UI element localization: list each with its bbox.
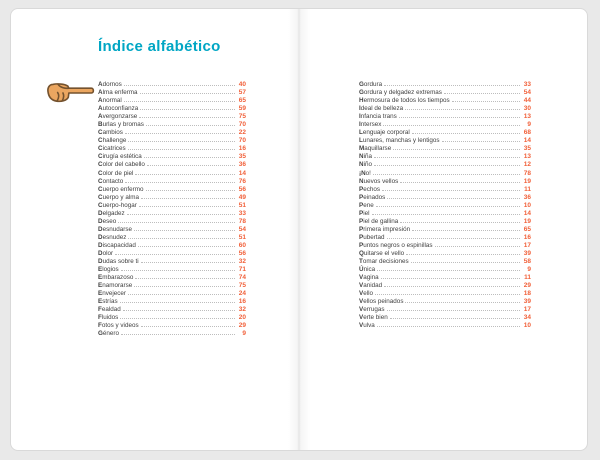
entry-label: Infancia trans [359,113,397,121]
entry-label: Niña [359,153,372,161]
pointing-hand-icon [44,78,98,108]
dotted-leader [442,141,520,142]
index-entry-row [98,178,246,186]
index-entry-row [98,250,246,258]
entry-page-number: 30 [523,105,531,113]
index-entry-row [359,210,531,218]
entry-label: Pene [359,201,374,209]
index-entry-row [359,121,531,129]
index-entry-row [98,226,246,234]
entry-page-number: 35 [523,145,531,153]
dotted-leader [411,262,520,263]
entry-label: Estrías [98,298,118,306]
entry-label: Fotos y videos [98,322,139,330]
index-entry-row [359,161,531,169]
entry-page-number: 14 [238,169,246,177]
entry-label: Lenguaje corporal [359,129,410,137]
index-right-column [359,81,531,330]
dotted-leader [141,262,235,263]
entry-label: Embarazoso [98,274,134,282]
entry-label: Peinados [359,193,386,201]
entry-page-number: 56 [238,185,246,193]
entry-page-number: 20 [238,314,246,322]
index-entry-row [359,314,531,322]
entry-page-number: 29 [238,322,246,330]
entry-label: Vagina [359,274,379,282]
index-entry-row [359,178,531,186]
entry-page-number: 70 [238,137,246,145]
index-entry-row [359,89,531,97]
index-entry-row [359,282,531,290]
entry-label: Gordura [359,81,383,88]
entry-page-number: 17 [523,241,531,249]
index-entry-row [359,226,531,234]
entry-page-number: 65 [523,225,531,233]
page-title: Índice alfabético [98,38,221,55]
dotted-leader [141,198,235,199]
entry-label: Deseo [98,217,117,225]
index-entry-row [359,105,531,113]
entry-page-number: 19 [523,177,531,185]
dotted-leader [387,310,520,311]
index-entry-row [359,81,531,89]
index-entry-row [98,145,246,153]
entry-page-number: 39 [523,298,531,306]
entry-page-number: 33 [238,209,246,217]
index-entry-row [98,266,246,274]
entry-page-number: 11 [524,274,531,282]
index-entry-row [98,274,246,282]
entry-page-number: 29 [523,282,531,290]
entry-page-number: 56 [238,249,246,257]
entry-page-number: 16 [238,298,246,306]
dotted-leader [393,149,520,150]
entry-page-number: 13 [523,153,531,161]
entry-page-number: 51 [238,201,246,209]
index-entry-row [359,113,531,121]
index-entry-row [359,186,531,194]
dotted-leader [120,302,235,303]
entry-label: Vellos peinados [359,298,404,306]
dotted-leader [135,174,235,175]
index-entry-row [98,234,246,242]
entry-label: Cirugía estética [98,153,142,161]
entry-label: Anormal [98,97,122,105]
entry-page-number: 65 [238,97,246,105]
index-entry-row [359,218,531,226]
dotted-leader [125,182,235,183]
dotted-leader [128,238,235,239]
dotted-leader [120,318,235,319]
entry-label: Maquillarse [359,145,392,153]
dotted-leader [139,206,235,207]
entry-page-number: 54 [238,225,246,233]
dotted-leader [140,93,235,94]
dotted-leader [138,246,235,247]
entry-page-number: 10 [523,322,531,330]
entry-label: Lunares, manchas y lentigos [359,137,440,145]
entry-label: Nuevos vellos [359,177,399,185]
index-entry-row [98,170,246,178]
entry-label: Gordura y delgadez extremas [359,89,442,97]
entry-page-number: 12 [523,161,531,169]
dotted-leader [372,214,520,215]
entry-label: Color de piel [98,169,134,177]
entry-label: Pubertad [359,233,385,241]
index-entry-row [359,258,531,266]
index-entry-row [98,81,246,89]
dotted-leader [144,157,235,158]
index-entry-row [98,137,246,145]
entry-label: Quitarse el vello [359,249,405,257]
index-entry-row [359,129,531,137]
entry-label: Avergonzarse [98,113,138,121]
index-entry-row [359,266,531,274]
index-entry-row [98,306,246,314]
entry-label: Primera impresión [359,225,411,233]
dotted-leader [121,334,235,335]
entry-label: Color del cabello [98,161,145,169]
entry-label: Vulva [359,322,375,330]
index-entry-row [98,89,246,97]
index-left-column [98,81,246,339]
dotted-leader [444,93,520,94]
entry-label: Puntos negros o espinillas [359,241,433,249]
entry-page-number: 34 [523,314,531,322]
dotted-leader [375,294,520,295]
index-entry-row [98,322,246,330]
dotted-leader [374,157,520,158]
dotted-leader [373,174,520,175]
index-entry-row [98,121,246,129]
entry-page-number: 24 [238,290,246,298]
dotted-leader [376,206,520,207]
index-entry-row [98,258,246,266]
entry-page-number: 17 [523,306,531,314]
entry-page-number: 40 [238,81,246,88]
entry-page-number: 60 [238,241,246,249]
dotted-leader [139,117,235,118]
dotted-leader [384,286,520,287]
index-entry-row [359,274,531,282]
dotted-leader [400,182,520,183]
entry-label: Discapacidad [98,241,136,249]
index-entry-row [359,194,531,202]
index-entry-row [98,105,246,113]
dotted-leader [406,254,520,255]
entry-page-number: 76 [238,177,246,185]
entry-label: Delgadez [98,209,125,217]
entry-label: Fluidos [98,314,119,322]
entry-label: Elogios [98,266,119,274]
entry-label: Dolor [98,249,114,257]
index-entry-row [359,322,531,330]
dotted-leader [140,109,235,110]
entry-page-number: 36 [523,193,531,201]
index-entry-row [98,298,246,306]
entry-page-number: 36 [238,161,246,169]
dotted-leader [387,198,520,199]
index-entry-row [359,202,531,210]
entry-page-number: 75 [238,113,246,121]
entry-label: Desnudarse [98,225,132,233]
dotted-leader [127,214,235,215]
dotted-leader [384,85,520,86]
index-entry-row [359,137,531,145]
entry-page-number: 22 [238,129,246,137]
entry-page-number: 54 [523,89,531,97]
entry-page-number: 14 [523,137,531,145]
entry-label: Tomar decisiones [359,258,409,266]
entry-label: Vello [359,290,374,298]
index-entry-row [98,282,246,290]
entry-page-number: 13 [523,113,531,121]
index-entry-row [98,202,246,210]
entry-page-number: 18 [523,290,531,298]
dotted-leader [124,85,235,86]
dotted-leader [135,278,235,279]
dotted-leader [146,125,235,126]
dotted-leader [128,294,235,295]
entry-page-number: 9 [527,121,531,129]
entry-page-number: 75 [238,282,246,290]
entry-page-number: 19 [523,217,531,225]
dotted-leader [405,302,520,303]
index-entry-row [359,170,531,178]
entry-page-number: 39 [523,249,531,257]
index-entry-row [98,218,246,226]
dotted-leader [123,310,235,311]
dotted-leader [128,149,235,150]
index-entry-row [98,330,246,338]
book-spread [10,8,588,451]
entry-label: Autoconfianza [98,105,139,113]
index-entry-row [359,242,531,250]
dotted-leader [118,222,235,223]
entry-page-number: 11 [524,185,531,193]
entry-label: Intersex [359,121,382,129]
entry-page-number: 35 [238,153,246,161]
entry-page-number: 51 [238,233,246,241]
entry-label: Piel de gallina [359,217,399,225]
entry-page-number: 32 [238,306,246,314]
dotted-leader [435,246,520,247]
entry-page-number: 71 [238,266,246,274]
dotted-leader [115,254,235,255]
entry-label: Verrugas [359,306,385,314]
index-entry-row [98,161,246,169]
dotted-leader [134,286,235,287]
dotted-leader [381,278,520,279]
entry-label: Ideal de belleza [359,105,404,113]
index-entry-row [98,314,246,322]
entry-page-number: 68 [523,129,531,137]
dotted-leader [134,230,235,231]
entry-label: Desnudez [98,233,127,241]
dotted-leader [377,270,520,271]
index-entry-row [359,250,531,258]
entry-page-number: 59 [238,105,246,113]
index-entry-row [359,145,531,153]
entry-page-number: 44 [523,97,531,105]
page-fold-gutter [288,9,310,450]
index-entry-row [98,186,246,194]
entry-page-number: 9 [242,330,246,338]
entry-label: Contacto [98,177,124,185]
entry-label: Adornos [98,81,122,88]
entry-label: Cicatrices [98,145,126,153]
dotted-leader [452,101,520,102]
dotted-leader [387,238,520,239]
entry-label: Piel [359,209,370,217]
dotted-leader [405,109,520,110]
entry-label: Burlas y bromas [98,121,144,129]
index-entry-row [359,97,531,105]
dotted-leader [121,270,235,271]
entry-label: Envejecer [98,290,127,298]
entry-label: Cuerpo-hogar [98,201,137,209]
index-entry-row [98,210,246,218]
dotted-leader [147,165,235,166]
entry-page-number: 10 [523,201,531,209]
dotted-leader [124,101,235,102]
entry-label: Género [98,330,120,338]
dotted-leader [412,230,520,231]
dotted-leader [128,141,235,142]
entry-page-number: 14 [523,209,531,217]
dotted-leader [141,326,235,327]
entry-label: Hermosura de todos los tiempos [359,97,450,105]
index-entry-row [98,129,246,137]
entry-label: Alma enferma [98,89,138,97]
dotted-leader [383,125,520,126]
dotted-leader [400,222,520,223]
entry-label: Enamorarse [98,282,133,290]
entry-label: Vanidad [359,282,383,290]
entry-page-number: 16 [238,145,246,153]
dotted-leader [377,326,520,327]
entry-page-number: 33 [523,81,531,88]
dotted-leader [412,133,520,134]
entry-page-number: 58 [523,258,531,266]
index-entry-row [359,290,531,298]
entry-page-number: 78 [238,217,246,225]
entry-label: Fealdad [98,306,121,314]
entry-label: Verte bien [359,314,388,322]
entry-label: Única [359,266,376,274]
dotted-leader [146,190,235,191]
dotted-leader [399,117,520,118]
entry-page-number: 70 [238,121,246,129]
entry-label: ¡No! [359,169,371,177]
entry-label: Dudas sobre ti [98,258,139,266]
entry-page-number: 32 [238,258,246,266]
index-entry-row [98,97,246,105]
entry-label: Pechos [359,185,381,193]
entry-page-number: 57 [238,89,246,97]
entry-label: Niño [359,161,372,169]
dotted-leader [382,190,520,191]
entry-label: Cuerpo enfermo [98,185,144,193]
index-entry-row [98,113,246,121]
entry-label: Cambios [98,129,123,137]
entry-page-number: 9 [527,266,531,274]
dotted-leader [374,165,520,166]
entry-label: Cuerpo y alma [98,193,139,201]
dotted-leader [390,318,520,319]
entry-page-number: 74 [238,274,246,282]
index-entry-row [98,242,246,250]
entry-page-number: 49 [238,193,246,201]
dotted-leader [125,133,235,134]
index-entry-row [98,290,246,298]
index-entry-row [98,194,246,202]
index-entry-row [359,234,531,242]
index-entry-row [98,153,246,161]
entry-page-number: 16 [523,233,531,241]
entry-label: Challenge [98,137,127,145]
index-entry-row [359,306,531,314]
entry-page-number: 78 [523,169,531,177]
index-entry-row [359,153,531,161]
index-entry-row [359,298,531,306]
